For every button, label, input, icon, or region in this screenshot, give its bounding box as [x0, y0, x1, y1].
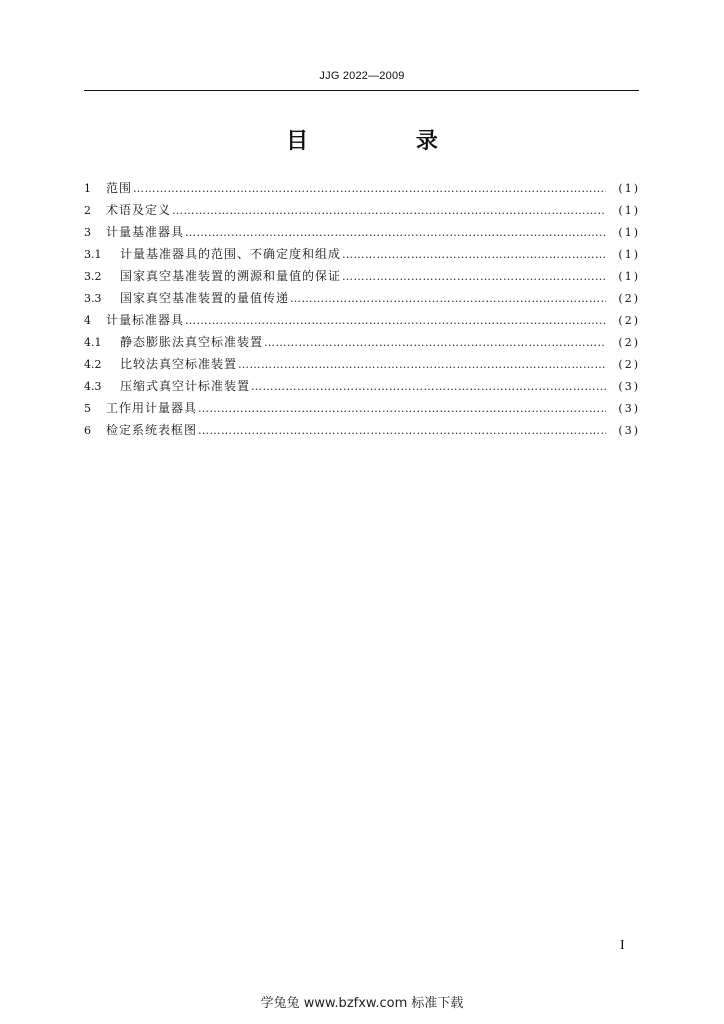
- toc-entry-number: 3.3: [84, 292, 102, 305]
- toc-entry[interactable]: [84, 353, 640, 375]
- toc-entry-title: 计量标准器具: [106, 313, 185, 327]
- toc-dot-leader: [342, 266, 606, 288]
- toc-dot-leader: [342, 244, 606, 266]
- toc-entry-number: 5: [84, 402, 91, 415]
- toc-entry-page: (2): [618, 292, 640, 305]
- toc-entry-title: 国家真空基准装置的量值传递: [120, 291, 290, 305]
- toc-dot-leader: [172, 200, 606, 222]
- toc-entry-title: 范围: [106, 181, 133, 195]
- toc-entry[interactable]: [84, 199, 640, 221]
- toc-dot-leader: [238, 354, 606, 376]
- toc-entry-number: 4.2: [84, 358, 102, 371]
- toc-entry-page: (1): [618, 226, 640, 239]
- toc-entry[interactable]: [84, 309, 640, 331]
- watermark-text: 学兔兔 www.bzfxw.com 标准下载: [260, 996, 464, 1011]
- toc-entry-number: 4.1: [84, 336, 102, 349]
- toc-dot-leader: [198, 420, 606, 442]
- header-rule: [84, 90, 639, 91]
- toc-entry[interactable]: [84, 221, 640, 243]
- toc-entry-title: 检定系统表框图: [106, 423, 198, 437]
- toc-entry[interactable]: [84, 419, 640, 441]
- toc-entry-title: 工作用计量器具: [106, 401, 198, 415]
- page-number: I: [620, 938, 625, 953]
- toc-entry-page: (2): [618, 358, 640, 371]
- toc-entry[interactable]: [84, 243, 640, 265]
- toc-dot-leader: [290, 288, 606, 310]
- toc-entry[interactable]: [84, 375, 640, 397]
- toc-entry-number: 4.3: [84, 380, 102, 393]
- toc-entry-page: (2): [618, 336, 640, 349]
- toc-entry-page: (1): [618, 204, 640, 217]
- toc-dot-leader: [264, 332, 606, 354]
- toc-entry-number: 1: [84, 182, 91, 195]
- toc-dot-leader: [133, 178, 606, 200]
- toc-entry-number: 6: [84, 424, 91, 437]
- toc-entry-number: 2: [84, 204, 91, 217]
- toc-entry-page: (1): [618, 248, 640, 261]
- standard-code-header: JJG 2022—2009: [319, 70, 405, 82]
- toc-entry-page: (1): [618, 182, 640, 195]
- page-title: 目 录: [286, 129, 488, 154]
- toc-entry-title: 计量基准器具的范围、不确定度和组成: [120, 247, 342, 261]
- toc-entry-number: 3.2: [84, 270, 102, 283]
- toc-entry-title: 国家真空基准装置的溯源和量值的保证: [120, 269, 342, 283]
- toc-entry-page: (1): [618, 270, 640, 283]
- toc-entry[interactable]: [84, 177, 640, 199]
- toc-entry-page: (3): [618, 424, 640, 437]
- toc-entry-page: (3): [618, 380, 640, 393]
- toc-entry[interactable]: [84, 265, 640, 287]
- toc-entry[interactable]: [84, 287, 640, 309]
- toc-dot-leader: [185, 222, 606, 244]
- toc-entry-number: 4: [84, 314, 91, 327]
- toc-entry[interactable]: [84, 397, 640, 419]
- toc-entry-number: 3: [84, 226, 91, 239]
- toc-dot-leader: [185, 310, 606, 332]
- toc-entry-page: (2): [618, 314, 640, 327]
- toc-entry-title: 计量基准器具: [106, 225, 185, 239]
- toc-entry-title: 比较法真空标准装置: [120, 357, 238, 371]
- toc-dot-leader: [198, 398, 606, 420]
- toc-entry-page: (3): [618, 402, 640, 415]
- toc-entry-title: 术语及定义: [106, 203, 172, 217]
- toc-entry-title: 压缩式真空计标准装置: [120, 379, 251, 393]
- toc-dot-leader: [251, 376, 606, 398]
- table-of-contents: [84, 177, 640, 441]
- toc-entry-title: 静态膨胀法真空标准装置: [120, 335, 264, 349]
- toc-entry-number: 3.1: [84, 248, 102, 261]
- toc-entry[interactable]: [84, 331, 640, 353]
